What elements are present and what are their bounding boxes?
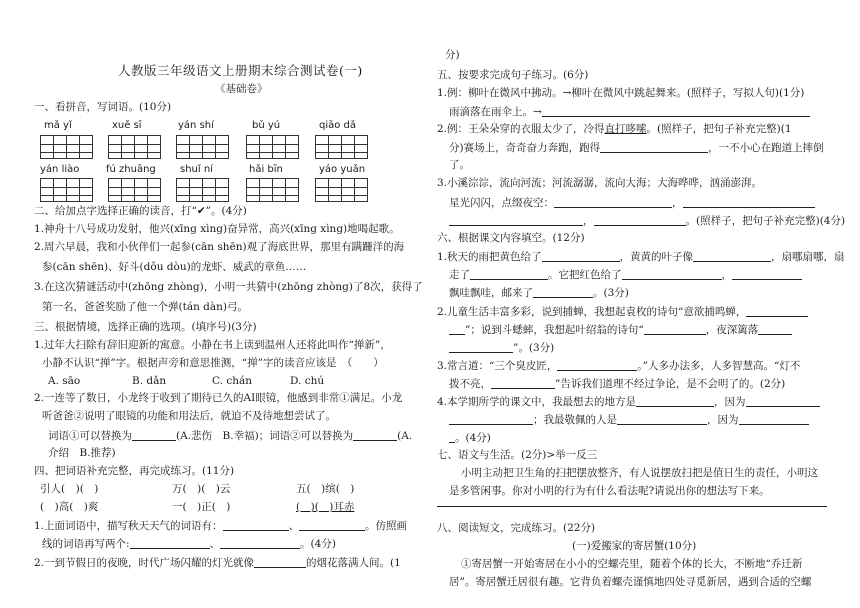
- writing-grid[interactable]: [315, 135, 371, 159]
- question-text: 3.常言道：“三个臭皮匠，: [437, 360, 558, 372]
- question-text: 走了: [449, 269, 470, 281]
- section-4-heading: 四、把词语补充完整，再完成练习。(11分): [34, 465, 235, 477]
- option-c[interactable]: C. chán: [212, 375, 253, 387]
- answer-blank[interactable]: [758, 323, 792, 335]
- question-text: 参(cān shēn)、好斗(dǒu dòu)的龙虾、威武的章鱼……: [42, 261, 307, 273]
- question-text: 了。: [449, 159, 470, 171]
- question-line: [449, 431, 491, 446]
- answer-blank[interactable]: [449, 413, 533, 425]
- question-text: ”；说到斗蟋蟀，我想起叶绍翁的诗句“: [465, 324, 644, 336]
- question-line: [34, 519, 407, 534]
- question-text: 听爸爸②说明了眼镜的功能和用法后，就迫不及待地想尝试了。: [42, 410, 336, 422]
- idiom-blank[interactable]: 引人( )( ): [40, 483, 99, 495]
- question-text: ”。(3分): [513, 342, 555, 354]
- section-6-heading: 六、根据课文内容填空。(12分): [437, 232, 585, 244]
- option-b[interactable]: B. dǎn: [132, 375, 167, 387]
- question-text: ”告诉我们道理不经过争论，是不会明了的。(2分): [555, 378, 786, 390]
- question-text: 2.周六早晨，我和小伙伴们一起参(cān shēn)观了海底世界，那里有蹒跚洋的海: [34, 241, 405, 253]
- writing-grid[interactable]: [40, 135, 96, 159]
- question-text: 2.一连等了数日，小龙终于收到了期待已久的AI眼镜，他感到非常①满足。小龙: [34, 392, 403, 404]
- question-line: [449, 214, 845, 229]
- page-subtitle: 《基础卷》: [215, 83, 268, 95]
- question-text: 。仿照画: [365, 520, 408, 532]
- answer-blank[interactable]: [746, 305, 808, 317]
- pinyin: yáo yuǎn: [319, 164, 366, 175]
- question-text: ，因为: [714, 396, 746, 408]
- section-5-heading: 五、按要求完成句子练习。(6分): [437, 69, 589, 81]
- question-text: ，扇哪扇哪，扇: [771, 251, 845, 263]
- answer-blank[interactable]: [254, 556, 306, 568]
- question-text: ，因为: [707, 414, 739, 426]
- question-text: 1.上面词语中，描写秋天天气的词语有：: [34, 520, 223, 532]
- question-text: 1.例：柳叶在微风中拂动。→柳叶在微风中跳起舞来。(照样子，写拟人句)(1分): [437, 87, 805, 99]
- idiom-blank[interactable]: ( )高( )爽: [40, 501, 99, 513]
- paragraph-text: 小明主动把卫生角的扫把摆放整齐，有人说摆放扫把是值日生的责任，小明这: [461, 467, 818, 479]
- question-line: [34, 556, 401, 571]
- idiom-blank[interactable]: 五( )缤( ): [296, 483, 355, 495]
- writing-grid[interactable]: [246, 135, 302, 159]
- answer-blank[interactable]: [644, 323, 706, 335]
- answer-blank[interactable]: [132, 429, 176, 441]
- answer-blank[interactable]: [557, 359, 637, 371]
- question-line: [48, 429, 412, 444]
- answer-blank[interactable]: [636, 395, 714, 407]
- question-text: ，: [721, 269, 732, 281]
- question-line: [437, 123, 792, 137]
- answer-blank[interactable]: [554, 196, 672, 208]
- pinyin: yán shí: [178, 120, 214, 131]
- question-text: 、: [209, 538, 221, 550]
- writing-grid[interactable]: [246, 178, 302, 202]
- answer-blank[interactable]: [449, 214, 583, 226]
- question-line: [449, 413, 809, 428]
- question-text: 。(照样子，把句子补充完整)(1: [646, 123, 792, 135]
- question-line: [449, 196, 815, 211]
- answer-blank[interactable]: [746, 395, 820, 407]
- section-7-heading: 七、语文与生活。(2分)>举一反三: [437, 449, 598, 461]
- idiom-blank-underlined[interactable]: ( )( )耳赤: [296, 501, 355, 513]
- writing-grid[interactable]: [40, 178, 96, 202]
- question-text: 介绍 B.推荐): [48, 447, 116, 459]
- answer-blank[interactable]: [739, 413, 809, 425]
- question-line: [449, 268, 802, 283]
- writing-grid[interactable]: [108, 178, 164, 202]
- writing-grid[interactable]: [315, 178, 371, 202]
- underlined-example: 直打哆嗦: [604, 123, 647, 135]
- pinyin: fú zhuāng: [106, 164, 156, 175]
- question-line: [449, 341, 554, 356]
- answer-blank[interactable]: [622, 268, 722, 280]
- pinyin: bǔ yú: [252, 120, 281, 131]
- question-text: ，黄黄的叶子像: [619, 251, 694, 263]
- question-text: ，一不小心在跑道上摔倒: [708, 142, 824, 154]
- section-2-heading: 二、给加点字选择正确的读音，打“✔”。(4分): [34, 205, 247, 217]
- question-text: ，: [583, 215, 594, 227]
- question-line: [449, 105, 810, 120]
- pinyin: qiāo dǎ: [319, 120, 357, 131]
- question-line: [449, 323, 792, 338]
- question-text: 星光闪闪，点缀夜空：: [449, 197, 554, 209]
- answer-blank[interactable]: [732, 268, 802, 280]
- passage-text: ①寄居蟹一开始寄居在小小的空螺壳里，随着个体的长大，不断地“乔迁新: [461, 558, 803, 570]
- answer-blank[interactable]: [542, 250, 620, 262]
- writing-grid[interactable]: [108, 135, 164, 159]
- answer-blank[interactable]: [449, 341, 513, 353]
- question-text: 。”人多办法多，人多智慧高。“灯不: [637, 360, 801, 372]
- answer-blank[interactable]: [491, 377, 555, 389]
- question-text: 1.神舟十八号成功发射，他兴(xīng xìng)奋异常，高兴(xīng xìng)地喝起歌。: [34, 223, 400, 235]
- answer-blank[interactable]: [617, 413, 707, 425]
- question-text: 分)赛场上，奇奇奋力奔跑，跑得: [449, 142, 601, 154]
- question-text: 4.本学期所学的课文中，我最想去的地方是: [437, 396, 637, 408]
- writing-grid[interactable]: [176, 178, 232, 202]
- question-line: [437, 359, 800, 374]
- answer-blank[interactable]: [594, 214, 686, 226]
- answer-blank[interactable]: [220, 537, 300, 549]
- pinyin: shuǐ ní: [180, 164, 213, 175]
- pinyin: yán liào: [40, 164, 80, 175]
- section-1-heading: 一、看拼音，写词语。(10分): [34, 101, 172, 113]
- question-line: [437, 250, 845, 265]
- question-text: 。(4分): [300, 538, 336, 550]
- question-text: 3.小溪淙淙，流向河流；河流潺潺，流向大海；大海哗哗，汹涌澎湃。: [437, 177, 763, 189]
- option-a[interactable]: A. sāo: [48, 375, 81, 387]
- question-text: 。(4分): [455, 432, 491, 444]
- answer-blank[interactable]: [299, 519, 365, 531]
- page-title: 人教版三年级语文上册期末综合测试卷(一): [118, 63, 363, 78]
- question-text: 飘哇飘哇，邮来了: [449, 287, 533, 299]
- question-text: 1.过年大扫除有辞旧迎新的寓意。小静在书上读到温州人还将此叫作“掸新”，: [34, 339, 391, 351]
- question-line: [437, 395, 820, 410]
- question-line: [449, 377, 785, 392]
- question-text: 、: [288, 520, 300, 532]
- question-text: 1.秋天的雨把黄色给了: [437, 251, 542, 263]
- answer-blank[interactable]: [130, 537, 210, 549]
- answer-blank[interactable]: [470, 268, 548, 280]
- question-text: 线的词语再写两个:: [42, 538, 130, 550]
- question-line: [437, 305, 808, 320]
- question-text: 的烟花落满人间。(1: [306, 557, 401, 569]
- question-text: 2.儿童生活丰富多彩，说到捕蝉，我想起袁枚的诗句“意欲捕鸣蝉，: [437, 306, 747, 318]
- question-text: (A.悲伤 B.幸福)；词语②可以替换为: [176, 430, 354, 442]
- question-text: ，夜深篱落: [705, 324, 759, 336]
- question-text: 2.例：王朵朵穿的衣服太少了，冷得: [437, 123, 605, 135]
- question-text: 小静不认识“掸”字。根据声旁和意思推测，“掸”字的读音应该是 （ ）: [42, 357, 384, 369]
- question-line: [449, 141, 824, 156]
- option-d[interactable]: D. chú: [290, 375, 325, 387]
- answer-blank[interactable]: [449, 323, 465, 335]
- answer-blank[interactable]: [533, 286, 593, 298]
- answer-blank[interactable]: [542, 105, 810, 117]
- idiom-blank[interactable]: 一( )正( ): [172, 501, 231, 513]
- pinyin: hǎi bīn: [249, 164, 283, 175]
- answer-blank[interactable]: [683, 196, 815, 208]
- pinyin: mǎ yǐ: [44, 120, 72, 131]
- answer-blank[interactable]: [223, 519, 289, 531]
- section-8-heading: 八、阅读短文，完成练习。(22分): [437, 522, 596, 534]
- writing-grid[interactable]: [176, 135, 232, 159]
- question-text: 3.在这次猜谜活动中(zhōng zhòng)，小明一共猜中(zhōng zhòng)了8次，获得了: [34, 281, 423, 293]
- answer-blank[interactable]: [353, 429, 397, 441]
- answer-blank[interactable]: [600, 141, 708, 153]
- question-text: 词语①可以替换为: [48, 430, 132, 442]
- question-text: 拨不亮，: [449, 378, 491, 390]
- question-text: 。(照样子，把句子补充完整)(4分): [685, 215, 846, 227]
- question-text: ，: [672, 197, 683, 209]
- continuation-text: 分): [445, 49, 460, 61]
- pinyin: xuě sī: [112, 120, 142, 131]
- paragraph-text: 是多管闲事。你对小明的行为有什么看法呢?请说出你的想法写下来。: [449, 485, 770, 497]
- question-text: 。它把红色给了: [548, 269, 622, 281]
- question-text: (A.: [397, 430, 413, 442]
- question-text: 。(3分): [593, 287, 629, 299]
- question-text: 第一名，爸爸奖励了他一个弹(tán dàn)弓。: [42, 301, 249, 313]
- passage-title: (一)爱搬家的寄居蟹(10分): [572, 540, 697, 552]
- question-text: ；我最敬佩的人是: [533, 414, 617, 426]
- answer-blank[interactable]: [693, 250, 771, 262]
- question-line: [42, 537, 336, 552]
- question-text: 雨滴落在雨伞上。→: [449, 106, 542, 118]
- idiom-blank[interactable]: 万( )( )云: [172, 483, 231, 495]
- passage-text: 居”。寄居蟹迁居很有趣。它背负着螺壳谨慎地四处寻觅新居，遇到合适的空螺: [449, 576, 812, 588]
- question-line: [449, 286, 629, 301]
- question-text: 2.一到节假日的夜晚，时代广场闪耀的灯光就像: [34, 557, 255, 569]
- answer-line[interactable]: [437, 506, 827, 507]
- section-3-heading: 三、根据情境，选择正确的选项。(填序号)(3分): [34, 321, 257, 333]
